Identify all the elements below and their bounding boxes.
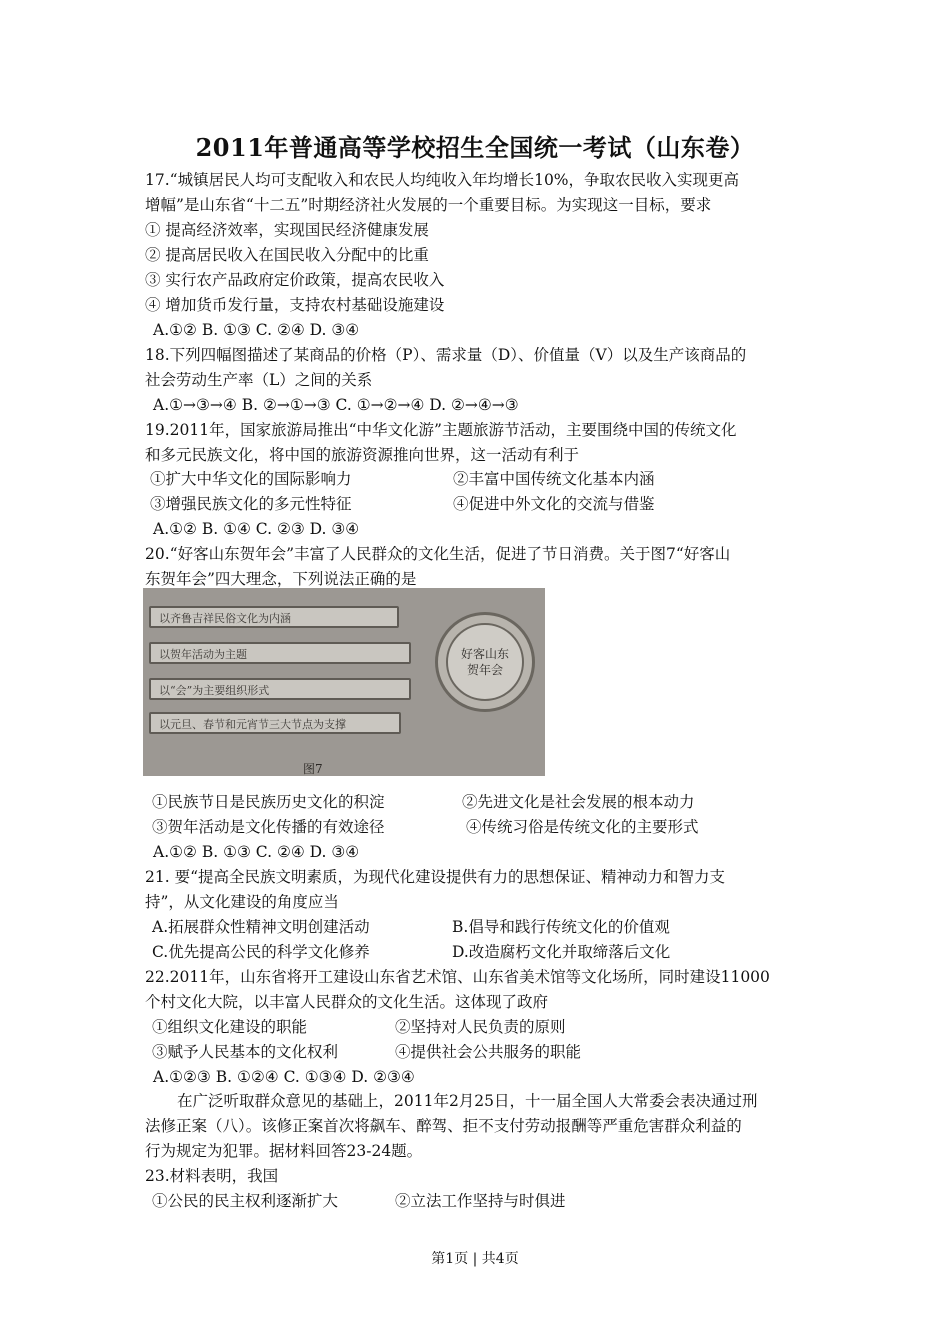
figure-caption: 图7 bbox=[303, 762, 323, 776]
q18-answers: A.①→③→④ B. ②→①→③ C. ①→②→④ D. ②→④→③ bbox=[153, 396, 519, 414]
q17-option-2: ② 提高居民收入在国民收入分配中的比重 bbox=[145, 246, 429, 264]
q21-option-d: D.改造腐朽文化并取缔落后文化 bbox=[452, 943, 671, 961]
q21-stem-line1: 21. 要“提高全民族文明素质，为现代化建设提供有力的思想保证、精神动力和智力支 bbox=[145, 868, 726, 886]
material-line3: 行为规定为犯罪。据材料回答23-24题。 bbox=[145, 1142, 423, 1160]
q23-option-2: ②立法工作坚持与时俱进 bbox=[395, 1192, 566, 1210]
q22-stem-line1: 22.2011年，山东省将开工建设山东省艺术馆、山东省美术馆等文化场所，同时建设11000 bbox=[145, 968, 770, 986]
q20-stem-line2: 东贺年会”四大理念，下列说法正确的是 bbox=[145, 570, 417, 588]
q21-stem-line2: 持”，从文化建设的角度应当 bbox=[145, 893, 339, 911]
figure-bar-4: 以元旦、春节和元宵节三大节点为支撑 bbox=[149, 712, 401, 734]
q20-option-1: ①民族节日是民族历史文化的积淀 bbox=[152, 793, 385, 811]
q22-option-1: ①组织文化建设的职能 bbox=[152, 1018, 308, 1036]
q20-answers: A.①② B. ①③ C. ②④ D. ③④ bbox=[153, 843, 360, 861]
q19-option-4: ④促进中外文化的交流与借鉴 bbox=[453, 495, 655, 513]
q19-stem-line1: 19.2011年，国家旅游局推出“中华文化游”主题旅游节活动，主要围绕中国的传统文化 bbox=[145, 421, 737, 439]
q21-option-a: A.拓展群众性精神文明创建活动 bbox=[152, 918, 370, 936]
q17-stem-line2: 增幅”是山东省“十二五”时期经济社火发展的一个重要目标。为实现这一目标，要求 bbox=[145, 196, 712, 214]
figure-7-image bbox=[143, 588, 545, 776]
q19-option-1: ①扩大中华文化的国际影响力 bbox=[150, 470, 352, 488]
q22-option-3: ③赋予人民基本的文化权利 bbox=[152, 1043, 339, 1061]
q19-option-3: ③增强民族文化的多元性特征 bbox=[150, 495, 352, 513]
q18-stem-line2: 社会劳动生产率（L）之间的关系 bbox=[145, 371, 373, 389]
q21-option-c: C.优先提高公民的科学文化修养 bbox=[152, 943, 370, 961]
q22-answers: A.①②③ B. ①②④ C. ①③④ D. ②③④ bbox=[153, 1068, 415, 1086]
q19-stem-line2: 和多元民族文化，将中国的旅游资源推向世界，这一活动有利于 bbox=[145, 446, 580, 464]
figure-bar-1: 以齐鲁吉祥民俗文化为内涵 bbox=[149, 606, 399, 628]
material-line1: 在广泛听取群众意见的基础上，2011年2月25日，十一届全国人大常委会表决通过刑 bbox=[177, 1092, 758, 1110]
q17-option-3: ③ 实行农产品政府定价政策，提高农民收入 bbox=[145, 271, 445, 289]
q23-stem-line1: 23.材料表明，我国 bbox=[145, 1167, 279, 1185]
q20-option-2: ②先进文化是社会发展的根本动力 bbox=[462, 793, 695, 811]
q22-option-4: ④提供社会公共服务的职能 bbox=[395, 1043, 582, 1061]
figure-center-label bbox=[446, 623, 524, 701]
q17-option-1: ① 提高经济效率，实现国民经济健康发展 bbox=[145, 221, 429, 239]
figure-bar-3: 以“会”为主要组织形式 bbox=[149, 678, 411, 700]
figure-center-text: 好客山东 贺年会 bbox=[460, 647, 509, 677]
q20-stem-line1: 20.“好客山东贺年会”丰富了人民群众的文化生活，促进了节日消费。关于图7“好客山 bbox=[145, 545, 731, 563]
q17-stem-line1: 17.“城镇居民人均可支配收入和农民人均纯收入年均增长10%，争取农民收入实现更高 bbox=[145, 171, 740, 189]
q19-option-2: ②丰富中国传统文化基本内涵 bbox=[453, 470, 655, 488]
material-line2: 法修正案（八）。该修正案首次将飙车、醉驾、拒不支付劳动报酬等严重危害群众利益的 bbox=[145, 1117, 742, 1135]
figure-bar-2: 以贺年活动为主题 bbox=[149, 642, 411, 664]
q19-answers: A.①② B. ①④ C. ②③ D. ③④ bbox=[153, 520, 360, 538]
q20-option-4: ④传统习俗是传统文化的主要形式 bbox=[466, 818, 699, 836]
q18-stem-line1: 18.下列四幅图描述了某商品的价格（P）、需求量（D）、价值量（V）以及生产该商品的 bbox=[145, 346, 747, 364]
q22-stem-line2: 个村文化大院，以丰富人民群众的文化生活。这体现了政府 bbox=[145, 993, 549, 1011]
q17-answers: A.①② B. ①③ C. ②④ D. ③④ bbox=[153, 321, 360, 339]
q22-option-2: ②坚持对人民负责的原则 bbox=[395, 1018, 566, 1036]
q21-option-b: B.倡导和践行传统文化的价值观 bbox=[452, 918, 670, 936]
page-footer: 第1页 | 共4页 bbox=[431, 1251, 519, 1267]
q17-option-4: ④ 增加货币发行量，支持农村基础设施建设 bbox=[145, 296, 445, 314]
page-title: 2011年普通高等学校招生全国统一考试（山东卷） bbox=[195, 133, 755, 162]
q20-option-3: ③贺年活动是文化传播的有效途径 bbox=[152, 818, 385, 836]
q23-option-1: ①公民的民主权利逐渐扩大 bbox=[152, 1192, 339, 1210]
